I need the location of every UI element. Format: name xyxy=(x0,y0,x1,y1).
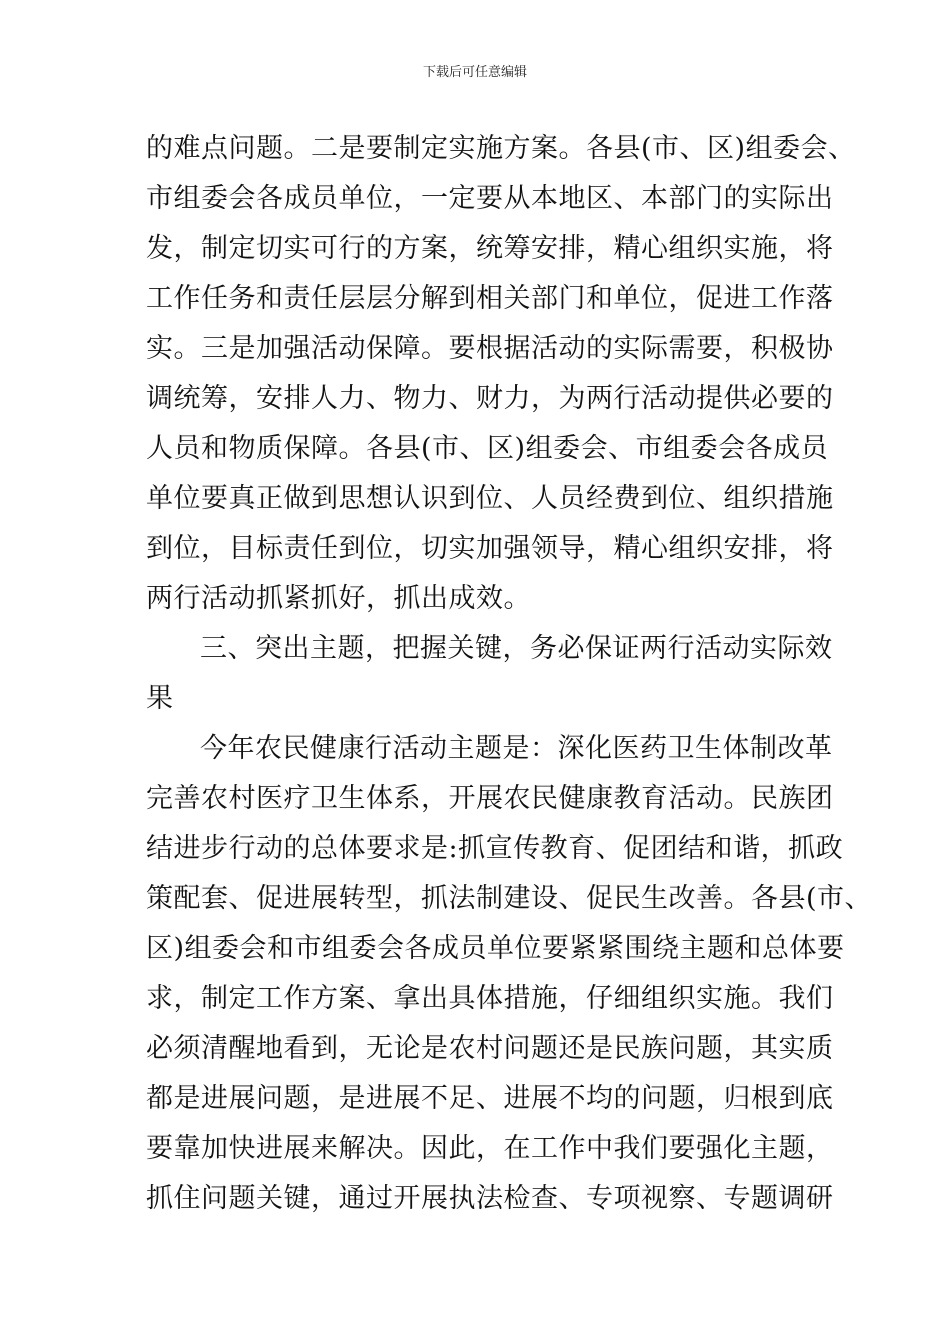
text-line: 都是进展问题，是进展不足、进展不均的问题，归根到底 xyxy=(146,1083,834,1114)
text-line: 市组委会各成员单位，一定要从本地区、本部门的实际出 xyxy=(146,183,834,214)
text-line: 策配套、促进展转型，抓法制建设、促民生改善。各县(市、 xyxy=(146,883,873,914)
text-line: 两行活动抓紧抓好，抓出成效。 xyxy=(146,583,531,614)
text-line: 到位，目标责任到位，切实加强领导，精心组织安排，将 xyxy=(146,533,834,564)
text-line: 求，制定工作方案、拿出具体措施，仔细组织实施。我们 xyxy=(146,983,834,1014)
section-heading: 三、突出主题，把握关键，务必保证两行活动实际效 xyxy=(200,633,833,664)
text-line: 实。三是加强活动保障。要根据活动的实际需要，积极协 xyxy=(146,333,834,364)
document-body xyxy=(146,124,873,1224)
paragraph-start: 今年农民健康行活动主题是：深化医药卫生体制改革 xyxy=(200,733,833,764)
text-line: 要靠加快进展来解决。因此，在工作中我们要强化主题， xyxy=(146,1133,834,1164)
text-line: 区)组委会和市组委会各成员单位要紧紧围绕主题和总体要 xyxy=(146,933,845,964)
text-line: 单位要真正做到思想认识到位、人员经费到位、组织措施 xyxy=(146,483,834,514)
text-line: 发，制定切实可行的方案，统筹安排，精心组织实施，将 xyxy=(146,233,834,264)
page-header: 下载后可任意编辑 xyxy=(422,65,527,80)
text-line: 工作任务和责任层层分解到相关部门和单位，促进工作落 xyxy=(146,283,834,314)
text-line: 必须清醒地看到，无论是农村问题还是民族问题，其实质 xyxy=(146,1033,834,1064)
section-heading-continued: 果 xyxy=(146,683,174,714)
text-line: 人员和物质保障。各县(市、区)组委会、市组委会各成员 xyxy=(146,433,829,464)
text-line: 完善农村医疗卫生体系，开展农民健康教育活动。民族团 xyxy=(146,783,834,814)
text-line: 的难点问题。二是要制定实施方案。各县(市、区)组委会、 xyxy=(146,133,856,164)
text-line: 调统筹，安排人力、物力、财力，为两行活动提供必要的 xyxy=(146,383,834,414)
text-line: 抓住问题关键，通过开展执法检查、专项视察、专题调研 xyxy=(146,1183,834,1214)
text-line: 结进步行动的总体要求是:抓宣传教育、促团结和谐，抓政 xyxy=(146,833,844,864)
